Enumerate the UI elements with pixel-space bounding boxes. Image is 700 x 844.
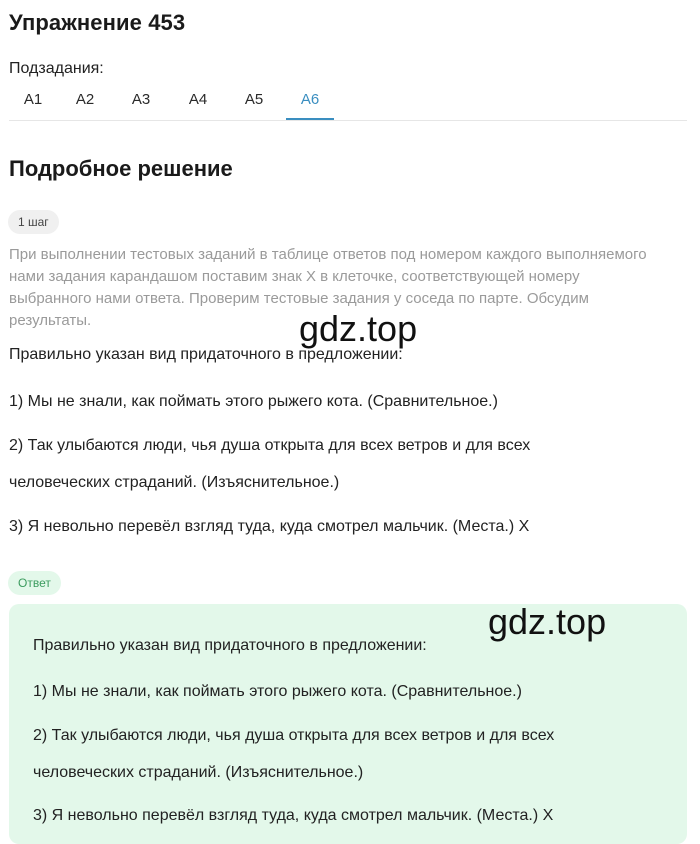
- subtasks-label: Подзадания:: [9, 60, 104, 77]
- answer-badge: Ответ: [8, 571, 61, 595]
- answer-item-3: 3) Я невольно перевёл взгляд туда, куда смотрел мальчик. (Места.) X: [33, 807, 554, 824]
- tab-a4[interactable]: A4: [188, 91, 208, 108]
- answer-heading: Правильно указан вид придаточного в предложении:: [33, 637, 427, 654]
- step-intro-text: При выполнении тестовых заданий в таблице ответов под номером каждого выполняемого нами задания карандашом поставим знак X в клеточке, соответствующей номеру выбранного нами ответа. Проверим тестовые задания у соседа по парте. Обсудим результаты.: [9, 246, 647, 329]
- answer-item-1: 1) Мы не знали, как поймать этого рыжего кота. (Сравнительное.): [33, 683, 522, 700]
- watermark-text-answer: gdz.top: [488, 601, 607, 642]
- subtask-tabs: [9, 84, 687, 121]
- tab-a2[interactable]: A2: [75, 91, 95, 108]
- solution-item-2-line-1: 2) Так улыбаются люди, чья душа открыта для всех ветров и для всех: [9, 437, 531, 454]
- page-title: Упражнение 453: [9, 10, 186, 35]
- tab-a6[interactable]: A6: [286, 84, 334, 120]
- step-badge: 1 шаг: [8, 210, 59, 234]
- tab-a1[interactable]: A1: [23, 91, 43, 108]
- solution-title: Подробное решение: [9, 156, 233, 181]
- answer-item-2-line-2: человеческих страданий. (Изъяснительное.): [33, 764, 364, 781]
- solution-item-1: 1) Мы не знали, как поймать этого рыжего кота. (Сравнительное.): [9, 393, 498, 410]
- tab-a5[interactable]: A5: [244, 91, 264, 108]
- answer-item-2-line-1: 2) Так улыбаются люди, чья душа открыта для всех ветров и для всех: [33, 727, 555, 744]
- solution-heading: Правильно указан вид придаточного в предложении:: [9, 346, 403, 363]
- solution-item-2-line-2: человеческих страданий. (Изъяснительное.): [9, 474, 340, 491]
- watermark-text: gdz.top: [299, 308, 418, 349]
- answer-box: [9, 601, 687, 844]
- tab-a3[interactable]: A3: [131, 91, 151, 108]
- solution-item-3: 3) Я невольно перевёл взгляд туда, куда смотрел мальчик. (Места.) X: [9, 518, 530, 535]
